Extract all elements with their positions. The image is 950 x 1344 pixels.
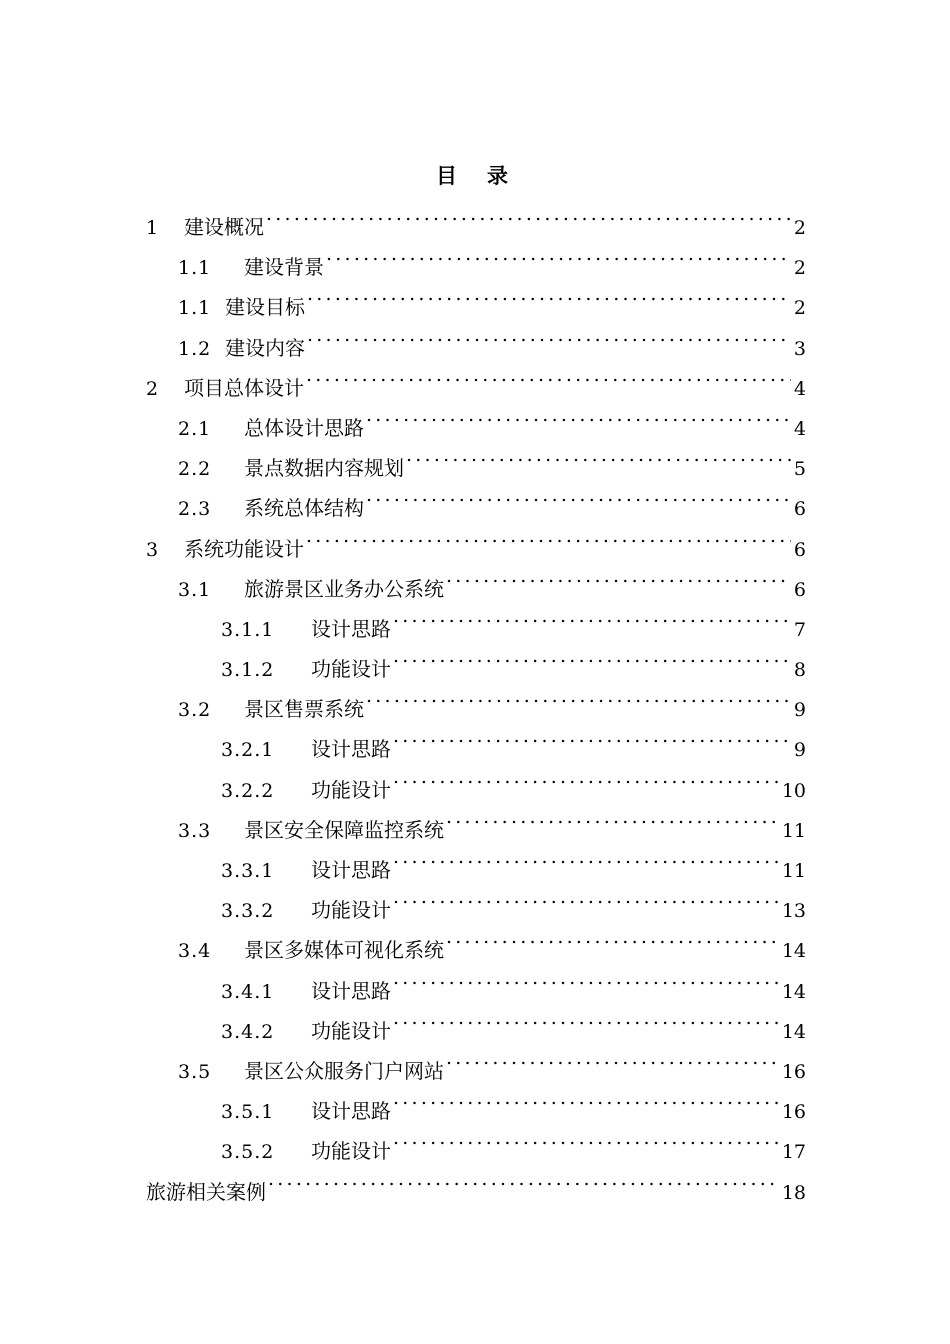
toc-entry-page: 2 (793, 257, 806, 280)
toc-entry[interactable] (0, 234, 950, 280)
toc-entry-label: 设计思路 (311, 737, 391, 762)
toc-entry-number: 3.1.2 (221, 659, 275, 682)
toc-entry-page: 17 (781, 1141, 806, 1164)
toc-entry-number: 1.1 (178, 297, 212, 320)
toc-entry[interactable] (0, 716, 950, 762)
toc-entry-number: 1 (146, 217, 160, 239)
toc-entry-page: 9 (793, 699, 806, 722)
toc-leader-dots (366, 475, 791, 515)
toc-entry[interactable] (0, 556, 950, 601)
toc-entry-number: 3.2.1 (221, 739, 275, 762)
toc-entry[interactable] (0, 355, 950, 400)
toc-entry-label: 功能设计 (311, 898, 391, 923)
toc-entry-label: 建设背景 (244, 255, 324, 280)
toc-leader-dots (393, 1078, 779, 1118)
toc-entry-label: 景区安全保障监控系统 (244, 817, 444, 842)
toc-leader-dots (393, 837, 779, 877)
toc-entry-number: 3 (146, 538, 160, 561)
toc-entry-label: 设计思路 (311, 858, 391, 882)
toc-entry[interactable] (0, 757, 950, 802)
toc-entry-page: 6 (793, 498, 806, 521)
toc-entry-label: 设计思路 (311, 1099, 391, 1124)
toc-leader-dots (406, 435, 791, 475)
toc-leader-dots (266, 194, 791, 234)
toc-entry-page: 16 (781, 1060, 806, 1083)
toc-leader-dots (446, 556, 791, 596)
toc-entry-label: 功能设计 (311, 657, 391, 682)
toc-entry-label: 景区多媒体可视化系统 (244, 938, 444, 963)
toc-leader-dots (366, 676, 791, 716)
toc-leader-dots (366, 395, 791, 435)
toc-entry-number: 3.3 (178, 819, 212, 842)
toc-entry-label: 景区售票系统 (244, 697, 364, 722)
toc-entry[interactable] (0, 636, 950, 682)
toc-leader-dots (306, 355, 791, 395)
toc-entry[interactable] (0, 797, 950, 842)
toc-entry-label: 系统功能设计 (184, 536, 304, 561)
toc-entry-page: 10 (781, 779, 806, 802)
toc-entry-number: 3.3.2 (221, 900, 275, 923)
toc-entry-number: 2.3 (178, 498, 212, 521)
toc-entry-label: 旅游相关案例 (146, 1179, 266, 1204)
toc-entry[interactable] (0, 516, 950, 561)
toc-leader-dots (307, 274, 791, 314)
toc-entry[interactable] (0, 837, 950, 882)
toc-entry-number: 1.1 (178, 257, 212, 280)
toc-entry-number: 3.1 (178, 578, 212, 601)
toc-entry[interactable] (0, 435, 950, 481)
toc-entry-page: 4 (793, 377, 806, 400)
toc-entry[interactable] (0, 676, 950, 722)
toc-entry-page: 13 (781, 900, 806, 923)
toc-entry[interactable] (0, 998, 950, 1043)
toc-entry-label: 系统总体结构 (244, 496, 364, 521)
toc-entry[interactable] (0, 877, 950, 923)
toc-leader-dots (446, 917, 779, 957)
toc-entry[interactable] (0, 395, 950, 440)
toc-entry-number: 3.1.1 (221, 618, 275, 641)
toc-entry-number: 2.1 (178, 417, 212, 440)
toc-entry-label: 总体设计思路 (244, 415, 364, 440)
toc-leader-dots (393, 958, 779, 998)
toc-entry-label: 项目总体设计 (184, 375, 304, 400)
toc-entry-label: 建设内容 (225, 335, 305, 360)
toc-entry-number: 2.2 (178, 458, 212, 481)
toc-leader-dots (393, 716, 791, 756)
toc-entry-page: 2 (793, 297, 806, 320)
toc-entry-label: 景区公众服务门户网站 (244, 1058, 444, 1083)
toc-leader-dots (446, 1038, 779, 1078)
toc-title (0, 160, 950, 190)
toc-leader-dots (306, 516, 791, 556)
toc-entry-page: 8 (793, 659, 806, 682)
toc-entry-label: 建设目标 (225, 295, 305, 320)
toc-entry-page: 5 (793, 458, 806, 481)
toc-entry[interactable] (0, 1078, 950, 1124)
toc-entry-number: 3.2.2 (221, 779, 275, 802)
toc-leader-dots (268, 1159, 779, 1199)
toc-entry-number: 3.3.1 (221, 860, 275, 882)
toc-entry-label: 设计思路 (311, 616, 391, 641)
toc-entry-label: 功能设计 (311, 1139, 391, 1164)
toc-title-first-char: 目 (436, 164, 463, 188)
toc-entry[interactable] (0, 1118, 950, 1164)
toc-entry[interactable] (0, 917, 950, 963)
toc-entry-page: 9 (793, 739, 806, 762)
toc-entry-label: 旅游景区业务办公系统 (244, 576, 444, 601)
toc-leader-dots (326, 234, 791, 274)
toc-leader-dots (393, 998, 779, 1038)
toc-leader-dots (393, 596, 791, 636)
toc-entry-page: 11 (781, 819, 806, 842)
toc-entry[interactable] (0, 1159, 950, 1204)
toc-entry[interactable] (0, 958, 950, 1003)
toc-entry[interactable] (0, 274, 950, 320)
toc-entry-number: 3.4 (178, 940, 212, 963)
toc-entry[interactable] (0, 194, 950, 239)
toc-entry-number: 3.5.2 (221, 1141, 275, 1164)
toc-entry-page: 11 (781, 860, 806, 882)
toc-leader-dots (446, 797, 779, 837)
toc-entry-page: 14 (781, 1020, 806, 1043)
toc-entry-page: 18 (781, 1181, 806, 1204)
toc-leader-dots (393, 1118, 779, 1158)
toc-entry[interactable] (0, 596, 950, 641)
toc-entry-number: 3.4.2 (221, 1020, 275, 1043)
toc-entry-label: 功能设计 (311, 1018, 391, 1043)
toc-entry-number: 3.2 (178, 699, 212, 722)
toc-leader-dots (393, 636, 791, 676)
toc-entry[interactable] (0, 315, 950, 360)
toc-entry-page: 3 (793, 337, 806, 360)
toc-list (0, 194, 950, 1204)
toc-entry-number: 3.5 (178, 1060, 212, 1083)
toc-entry[interactable] (0, 475, 950, 521)
toc-entry-page: 16 (781, 1101, 806, 1124)
toc-entry-page: 7 (793, 618, 806, 641)
toc-entry-number: 1.2 (178, 337, 212, 360)
toc-entry-page: 14 (781, 940, 806, 963)
toc-entry-number: 3.5.1 (221, 1101, 275, 1124)
toc-leader-dots (393, 757, 779, 797)
toc-entry-label: 功能设计 (311, 777, 391, 802)
toc-entry-page: 6 (793, 538, 806, 561)
toc-entry-page: 2 (793, 217, 806, 239)
toc-entry-page: 6 (793, 578, 806, 601)
toc-leader-dots (393, 877, 779, 917)
toc-leader-dots (307, 315, 791, 355)
toc-entry-label: 设计思路 (311, 978, 391, 1003)
toc-entry-label: 建设概况 (184, 215, 264, 239)
toc-entry-page: 4 (793, 417, 806, 440)
toc-entry-label: 景点数据内容规划 (244, 456, 404, 481)
toc-entry-number: 3.4.1 (221, 980, 275, 1003)
toc-entry-page: 14 (781, 980, 806, 1003)
toc-entry-number: 2 (146, 377, 160, 400)
toc-title-second-char: 录 (487, 164, 514, 188)
toc-entry[interactable] (0, 1038, 950, 1083)
